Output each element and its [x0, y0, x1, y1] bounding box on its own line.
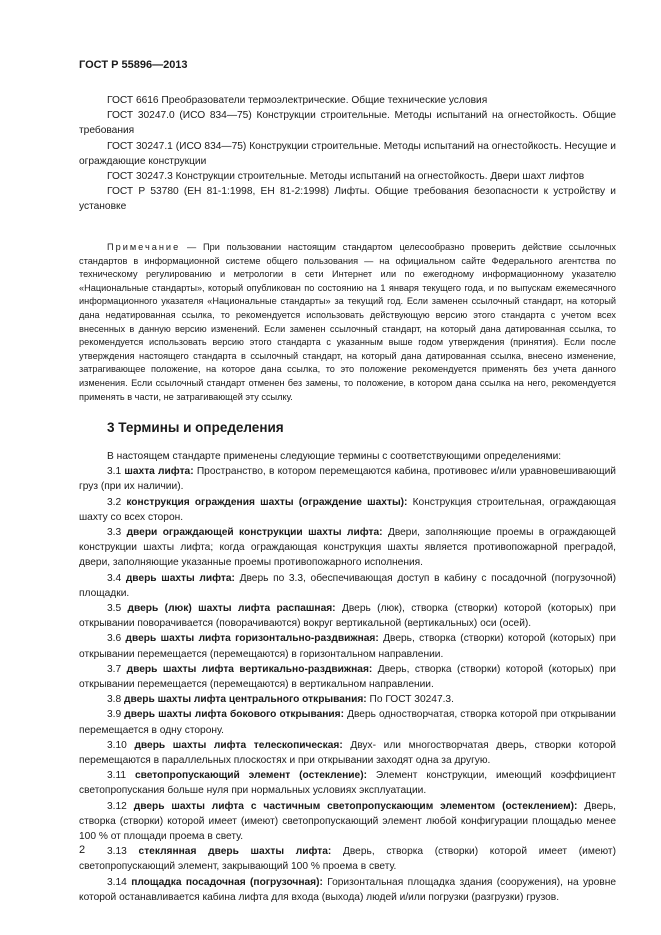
term-text: Дверь одностворчатая, створка которой при открывании перемещается в одну сторону. [79, 709, 616, 736]
reference-item: ГОСТ 30247.3 Конструкции строительные. Методы испытаний на огнестойкость. Двери шахт лифтов [107, 171, 585, 183]
term-number: 3.3 [107, 527, 127, 539]
term-name: дверь шахты лифта горизонтально-раздвижная: [125, 633, 379, 645]
term-number: 3.12 [107, 800, 134, 812]
term-text: Дверь, створка (створки) которой имеет (имеют) светопропускающий элемент любой конфигурации площадью менее 100 % от площади проема в свету. [79, 800, 616, 843]
term-name: дверь шахты лифта телескопическая: [134, 739, 343, 751]
reference-item: ГОСТ 30247.1 (ИСО 834—75) Конструкции строительные. Методы испытаний на огнестойкость. Несущие и ограждающие конструкции [79, 140, 616, 167]
term-number: 3.9 [107, 709, 125, 721]
term-number: 3.7 [107, 663, 127, 675]
term-name: дверь шахты лифта бокового открывания: [124, 709, 345, 721]
term-number: 3.13 [107, 846, 139, 858]
terms-intro: В настоящем стандарте применены следующие термины с соответствующими определениями: [107, 451, 562, 462]
term-definition [79, 707, 616, 737]
term-definition [79, 844, 616, 874]
term-name: дверь шахты лифта с частичным светопропускающим элементом (остеклением): [133, 800, 578, 812]
term-definition [79, 571, 616, 601]
term-definition [79, 662, 616, 692]
term-text: Дверь по 3.3, обеспечивающая доступ в кабину с посадочной (погрузочной) площадки. [79, 572, 616, 599]
term-name: светопропускающий элемент (остекление): [134, 770, 368, 782]
term-definition [79, 601, 616, 631]
term-name: дверь шахты лифта вертикально-раздвижная: [126, 663, 373, 675]
term-text: Горизонтальная площадка здания (сооружения), на уровне которой останавливается кабина лифта для входа (выхода) людей и/или погрузки (разгрузки) грузов. [79, 876, 616, 903]
term-number: 3.8 [107, 694, 124, 706]
section-heading-block [79, 420, 616, 435]
reference-item: ГОСТ 30247.0 (ИСО 834—75) Конструкции строительные. Методы испытаний на огнестойкость. Общие требования [79, 110, 616, 137]
term-name: дверь (люк) шахты лифта распашная: [127, 603, 336, 615]
term-definition [79, 525, 616, 571]
term-definition [79, 768, 616, 798]
term-name: дверь шахты лифта центрального открывания: [124, 694, 367, 706]
section-title: 3 Термины и определения [107, 420, 284, 435]
term-name: площадка посадочная (погрузочная): [131, 876, 323, 888]
standard-header: ГОСТ Р 55896—2013 [79, 59, 188, 71]
term-definition [79, 495, 616, 525]
term-text: Пространство, в котором перемещаются кабина, противовес и/или уравновешивающий груз (при их наличии). [79, 466, 616, 493]
term-name: шахта лифта: [124, 466, 194, 478]
term-number: 3.4 [107, 572, 126, 584]
note-text: — При пользовании настоящим стандартом целесообразно проверить действие ссылочных стандартов в информационной системе общего пользования — на официальном сайте Федерального агентства по техническому регулированию и метрологии в сети Интернет или по ежегодному информационному указателю «Национальные стандарты», который опубликован по состоянию на 1 января текущего года, и по выпускам ежемесячного информационного указателя «Национальные стандарты» за текущий год. Если заменен ссылочный стандарт, на который дана недатированная ссылка, то рекомендуется использовать действующую версию этого стандарта с учетом всех внесенных в данную версию изменений. Если заменен ссылочный стандарт, на который дана датированная ссылка, то рекомендуется использовать версию этого стандарта с указанным выше годом утверждения (принятия). Если после утверждения настоящего стандарта в ссылочный стандарт, на который дана датированная ссылка, внесено изменение, затрагивающее положение, на которое дана ссылка, то это положение рекомендуется применять без учета данного изменения. Если ссылочный стандарт отменен без замены, то положение, в котором дана ссылка на него, рекомендуется применять в части, не затрагивающей эту ссылку. [79, 242, 616, 402]
normative-references [79, 93, 616, 215]
term-definition [79, 875, 616, 905]
reference-item: ГОСТ 6616 Преобразователи термоэлектрические. Общие технические условия [107, 95, 488, 106]
term-name: двери ограждающей конструкции шахты лифта: [126, 527, 383, 539]
term-definition [79, 464, 616, 494]
term-definition [79, 738, 616, 768]
term-name: дверь шахты лифта: [125, 572, 235, 584]
term-number: 3.6 [107, 633, 126, 645]
term-text: Двух- или многостворчатая дверь, створки которой перемещаются в параллельных плоскостях и при открывании заходят одна за другую. [79, 739, 616, 767]
term-text: Дверь, створка (створки) которой имеет (имеют) светопропускающий элемент, закрывающий 100 % проема в свету. [79, 846, 616, 873]
term-number: 3.2 [107, 496, 127, 508]
term-text: Дверь (люк), створка (створки) которой (которых) при открывании поворачивается (поворачиваются) вокруг вертикальной (вертикальных) оси (осей). [79, 603, 617, 630]
note-block [79, 241, 616, 404]
term-number: 3.1 [107, 466, 125, 478]
term-text: Двери, заполняющие проемы в ограждающей конструкции шахты лифта; когда ограждающая конструкция шахты является противопожарной преградой, двери, заполняющие указанные проемы противопожарного исполнения. [79, 527, 616, 569]
term-definition [79, 631, 616, 661]
term-text: Дверь, створка (створки) которой (которых) при открывании перемещается (перемещаются) в горизонтальном направлении. [79, 633, 616, 660]
term-name: конструкция ограждения шахты (ограждение шахты): [126, 496, 408, 508]
page-number: 2 [79, 844, 86, 856]
term-number: 3.11 [107, 770, 135, 782]
term-number: 3.14 [107, 876, 132, 888]
note-label: Примечание [107, 242, 181, 252]
term-number: 3.10 [107, 739, 135, 751]
reference-item: ГОСТ Р 53780 (ЕН 81-1:1998, ЕН 81-2:1998) Лифты. Общие требования безопасности к устройству и установке [79, 186, 616, 213]
term-text: Дверь, створка (створки) которой (которых) при открывании перемещается (перемещаются) в вертикальном направлении. [79, 663, 616, 691]
term-name: стеклянная дверь шахты лифта: [138, 846, 332, 858]
term-definition [79, 799, 616, 845]
note-paragraph [79, 241, 616, 404]
term-definition [79, 692, 616, 707]
term-text: По ГОСТ 30247.3. [366, 694, 454, 706]
term-text: Элемент конструкции, имеющий коэффициент светопропускания больше нуля при нормальных условиях эксплуатации. [79, 770, 616, 797]
terms-section [79, 449, 616, 905]
term-number: 3.5 [107, 603, 128, 615]
term-text: Конструкция строительная, ограждающая шахту со всех сторон. [79, 496, 616, 523]
